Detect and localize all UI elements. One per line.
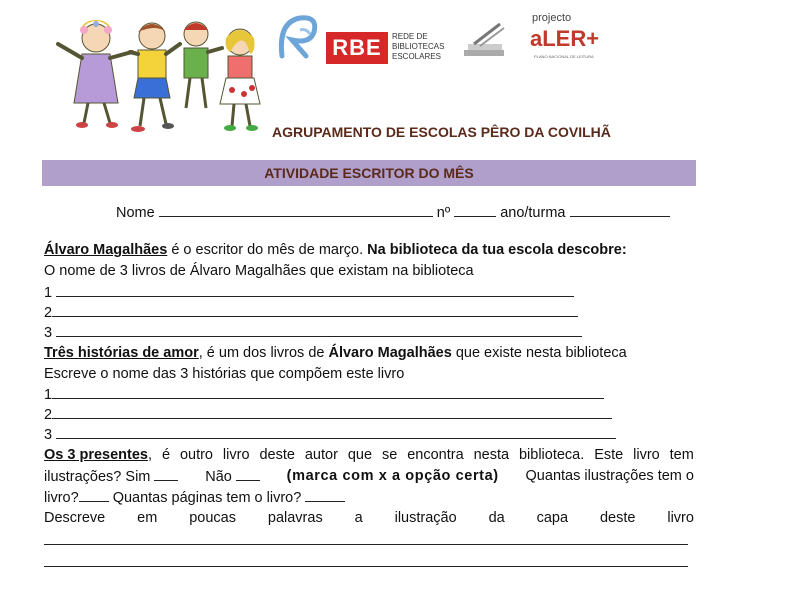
word: , [147, 447, 153, 463]
story-line-1 [44, 384, 604, 405]
number-label: nº [436, 205, 451, 221]
word: capa [536, 510, 569, 526]
word: da [488, 510, 505, 526]
word: livro [222, 447, 250, 463]
sim-group [44, 466, 178, 487]
children-illustration [44, 8, 269, 136]
word: ilustração [394, 510, 457, 526]
name-label: Nome [116, 205, 155, 221]
book-field-3[interactable] [56, 322, 582, 337]
word: poucas [189, 510, 236, 526]
section3-line2 [44, 466, 694, 487]
intro-mid: é o escritor do mês de março. [167, 242, 368, 258]
description-field-2[interactable] [44, 566, 688, 567]
word: outro [179, 447, 213, 463]
section3-book-wrap [44, 445, 152, 465]
book-line-3 [44, 322, 582, 343]
book-title: Três histórias de amor [44, 345, 199, 361]
name-field[interactable] [159, 202, 433, 217]
class-label: ano/turma [500, 205, 566, 221]
word: a [354, 510, 363, 526]
story-field-1[interactable] [52, 384, 604, 399]
item-number: 2 [44, 305, 53, 321]
word: encontra [407, 447, 464, 463]
book-title-2: Os 3 presentes [44, 447, 148, 463]
pages-question: Quantas páginas tem o livro? [112, 490, 302, 506]
word: que [347, 447, 373, 463]
nao-group [205, 466, 260, 487]
section3-line1 [44, 445, 694, 465]
section1-intro [44, 240, 627, 260]
word: em [137, 510, 158, 526]
item-number: 3 [44, 427, 53, 443]
description-field-1[interactable] [44, 544, 688, 545]
rbe-line2: BIBLIOTECAS [392, 42, 445, 51]
sim-field[interactable] [154, 466, 178, 481]
number-field[interactable] [454, 202, 496, 217]
school-title: AGRUPAMENTO DE ESCOLAS PÊRO DA COVILHÃ [272, 124, 611, 140]
story-line-2 [44, 404, 612, 425]
rc-logo-icon [276, 12, 320, 62]
section2-intro [44, 343, 627, 363]
item-number: 2 [44, 407, 53, 423]
class-field[interactable] [570, 202, 670, 217]
word: deste [599, 510, 636, 526]
section2-task: Escreve o nome das 3 histórias que compõem este livro [44, 366, 405, 382]
word: nesta [473, 447, 510, 463]
books-logo-icon [460, 20, 510, 70]
section2-end: que existe nesta biblioteca [451, 345, 627, 361]
story-field-2[interactable] [52, 404, 612, 419]
section2-mid: , é um dos livros de [198, 345, 329, 361]
book-question: livro? [44, 490, 79, 506]
section3-line3 [44, 487, 345, 508]
nao-field[interactable] [236, 466, 260, 481]
item-number: 3 [44, 325, 53, 341]
item-number: 1 [44, 387, 53, 403]
rbe-line3: ESCOLARES [392, 52, 441, 61]
book-line-1 [44, 282, 574, 303]
pages-count-field[interactable] [305, 487, 345, 502]
word: se [381, 447, 398, 463]
word: livro [667, 510, 694, 526]
word: é [161, 447, 171, 463]
word: Este [594, 447, 624, 463]
aler-subtitle: PLANO NACIONAL DE LEITURA [534, 54, 594, 59]
activity-title: ATIVIDADE ESCRITOR DO MÊS [264, 165, 474, 181]
describe-line [44, 508, 694, 528]
book-line-2 [44, 302, 578, 323]
aler-logo: aLER+ [530, 26, 600, 51]
rbe-logo: RBE [326, 32, 388, 64]
word: autor [304, 447, 338, 463]
word: biblioteca. [518, 447, 585, 463]
story-line-3 [44, 424, 616, 445]
word: palavras [267, 510, 323, 526]
word: Descreve [44, 510, 106, 526]
book-field-1[interactable] [56, 282, 574, 297]
activity-banner [42, 160, 696, 186]
word: tem [669, 447, 694, 463]
illustrations-question: Quantas ilustrações tem o [525, 468, 694, 484]
book-field-2[interactable] [52, 302, 578, 317]
rbe-line1: REDE DE [392, 32, 428, 41]
author-name: Álvaro Magalhães [44, 242, 168, 258]
sim-label: ilustrações? Sim [44, 469, 151, 485]
projecto-label: projecto [532, 12, 572, 24]
word: deste [259, 447, 295, 463]
intro-bold: Na biblioteca da tua escola descobre: [367, 242, 627, 258]
illustrations-count-field[interactable] [79, 487, 109, 502]
story-field-3[interactable] [56, 424, 616, 439]
instruction-bold: (marca com x a opção certa) [286, 468, 499, 484]
nao-label: Não [205, 469, 232, 485]
item-number: 1 [44, 285, 53, 301]
section2-author: Álvaro Magalhães [328, 345, 452, 361]
word: livro [633, 447, 660, 463]
partner-logos [276, 12, 606, 72]
rbe-text [392, 32, 444, 62]
name-row [116, 202, 670, 223]
section1-task: O nome de 3 livros de Álvaro Magalhães que existam na biblioteca [44, 263, 474, 279]
